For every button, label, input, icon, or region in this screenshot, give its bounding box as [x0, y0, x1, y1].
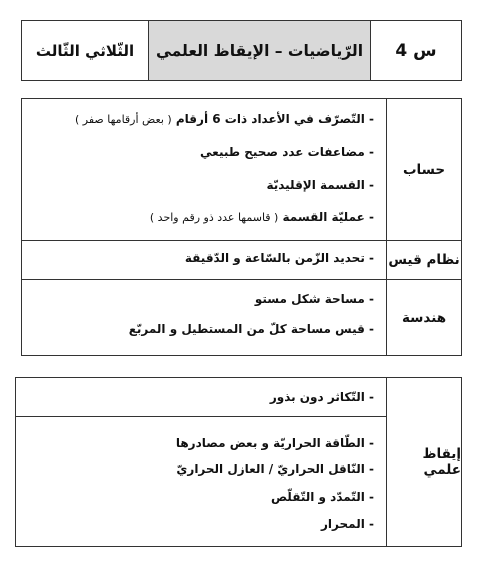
list-item: - الطّاقة الحراريّة و بعض مصادرها [175, 436, 374, 450]
list-item: - عمليّة القسمة ( قاسمها عدد ذو رقم واحد ) [149, 210, 374, 224]
list-item: - التّصرّف في الأعداد ذات 6 أرقام ( بعض أرقامها صفر ) [75, 112, 374, 126]
list-item: - التّمدّد و التّقلّص [270, 490, 374, 504]
science-table [15, 377, 462, 547]
section-label: إيقاظ علمي [386, 378, 461, 546]
section-geometry [22, 280, 461, 355]
list-item: - مضاعفات عدد صحيح طبيعي [200, 145, 374, 159]
list-item: - النّاقل الحراريّ / العازل الحراريّ [176, 462, 374, 476]
section-arithmetic [22, 99, 461, 240]
divider [16, 416, 386, 417]
section-label: هندسة [386, 280, 461, 355]
list-item: - مساحة شكل مستو [254, 292, 374, 306]
math-table [21, 98, 462, 356]
section-label: نظام قيس [386, 241, 461, 279]
section-measurement [22, 241, 461, 279]
header-table [21, 20, 462, 81]
list-item: - المحرار [321, 517, 374, 531]
subject-cell: الرّياضيات – الإيقاظ العلمي [148, 21, 370, 80]
section-science [16, 378, 461, 546]
list-item: - قيس مساحة كلّ من المستطيل و المربّع [128, 322, 374, 336]
term-cell: الثّلاثي الثّالث [35, 41, 135, 60]
level-cell: س 4 [370, 21, 461, 80]
list-item: - التّكاثر دون بذور [269, 390, 374, 404]
section-label: حساب [386, 99, 461, 240]
list-item: - القسمة الإقليديّة [266, 178, 374, 192]
list-item: - تحديد الزّمن بالسّاعة و الدّقيقة [184, 251, 374, 265]
